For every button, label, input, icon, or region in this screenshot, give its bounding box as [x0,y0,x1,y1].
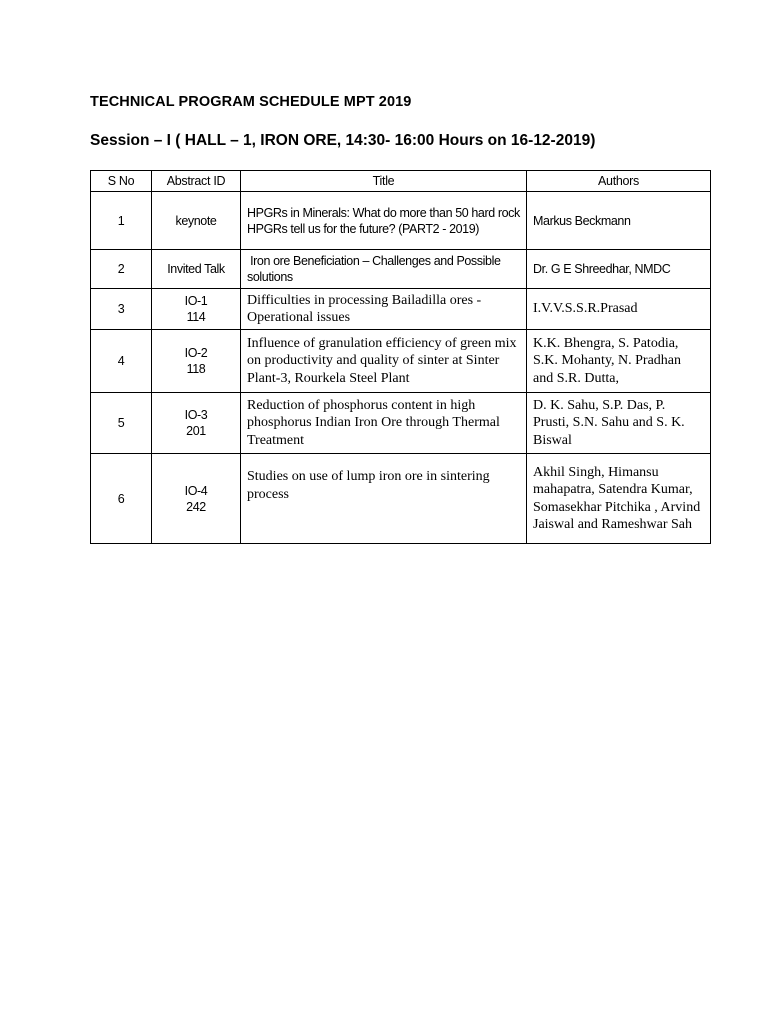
row-authors: D. K. Sahu, S.P. Das, P. Prusti, S.N. Sahu and S. K. Biswal [527,393,711,454]
abstract-id-line: keynote [175,213,217,228]
row-title: Studies on use of lump iron ore in sintering process [241,454,527,544]
row-abstract-id [152,454,241,544]
row-sno: 1 [91,192,152,250]
row-abstract-id [152,289,241,330]
table-row [91,393,711,454]
abstract-id-number: 242 [186,499,206,514]
table-row [91,250,711,289]
row-title: HPGRs in Minerals: What do more than 50 hard rock HPGRs tell us for the future? (PART2 - 2019) [241,192,527,250]
abstract-id-line: IO-1 [184,294,208,308]
row-authors: I.V.V.S.S.R.Prasad [527,289,711,330]
table-header-row [91,171,711,192]
schedule-table [90,170,711,544]
row-sno: 5 [91,393,152,454]
table-row [91,192,711,250]
row-title: Iron ore Beneficiation – Challenges and Possible solutions [241,250,527,289]
row-authors: Dr. G E Shreedhar, NMDC [527,250,711,289]
abstract-id-line: IO-3 [184,408,208,422]
document-title: TECHNICAL PROGRAM SCHEDULE MPT 2019 [90,94,412,110]
table-row [91,289,711,330]
header-abstract-id: Abstract ID [152,171,241,192]
row-abstract-id [152,250,241,289]
row-authors: K.K. Bhengra, S. Patodia, S.K. Mohanty, N. Pradhan and S.R. Dutta, [527,330,711,393]
abstract-id-number: 201 [186,424,206,438]
row-abstract-id [152,330,241,393]
row-sno: 4 [91,330,152,393]
header-title: Title [241,171,527,192]
row-sno: 2 [91,250,152,289]
abstract-id-number: 118 [186,362,206,376]
header-sno: S No [91,171,152,192]
row-title: Reduction of phosphorus content in high phosphorus Indian Iron Ore through Thermal Treatment [241,393,527,454]
session-heading: Session – I ( HALL – 1, IRON ORE, 14:30- 16:00 Hours on 16-12-2019) [90,132,596,149]
abstract-id-line: IO-2 [184,346,208,360]
abstract-id-line: IO-4 [184,483,208,498]
row-abstract-id [152,192,241,250]
abstract-id-line: Invited Talk [167,262,225,276]
row-authors: Akhil Singh, Himansu mahapatra, Satendra Kumar, Somasekhar Pitchika , Arvind Jaiswal and Rameshwar Sah [527,454,711,544]
row-abstract-id [152,393,241,454]
row-sno: 6 [91,454,152,544]
abstract-id-number: 114 [186,310,206,324]
row-title: Influence of granulation efficiency of green mix on productivity and quality of sinter at Sinter Plant-3, Rourkela Steel Plant [241,330,527,393]
row-title: Difficulties in processing Bailadilla ores - Operational issues [241,289,527,330]
row-sno: 3 [91,289,152,330]
table-row [91,330,711,393]
table-row [91,454,711,544]
header-authors: Authors [527,171,711,192]
row-authors: Markus Beckmann [527,192,711,250]
